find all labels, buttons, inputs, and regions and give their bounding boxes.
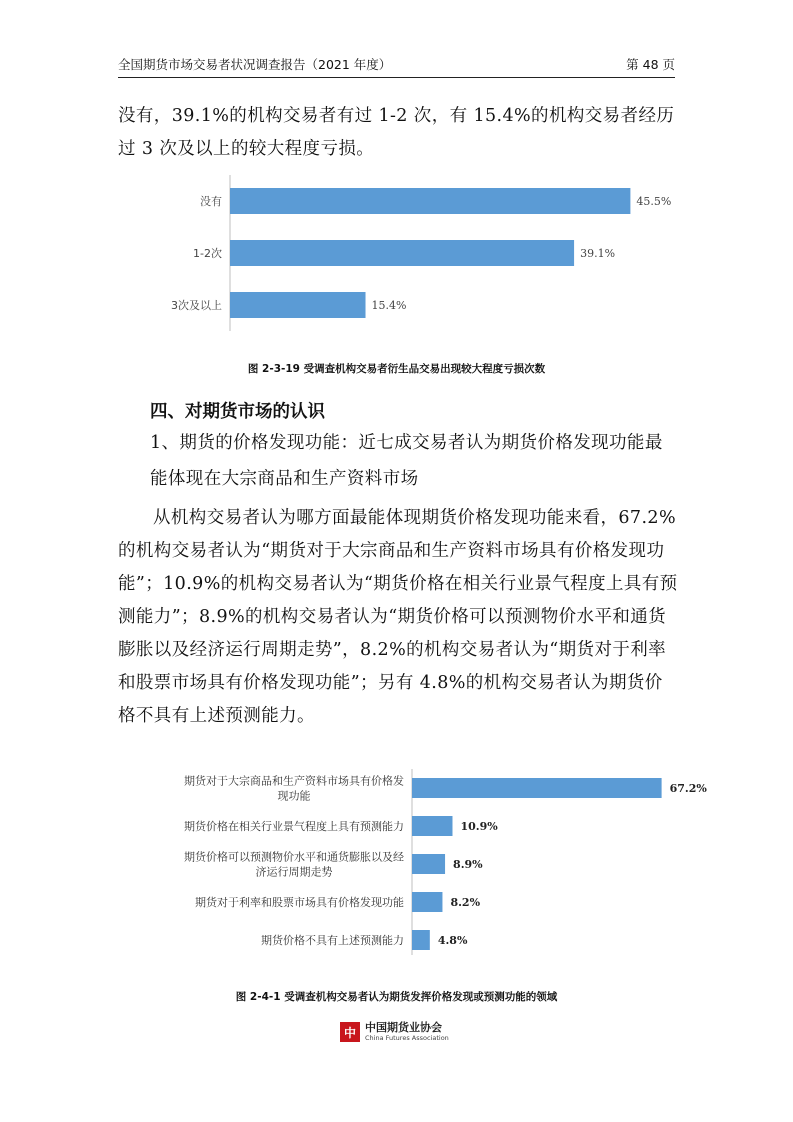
logo-en-text: China Futures Association bbox=[365, 1034, 449, 1042]
intro-paragraph: 没有，39.1%的机构交易者有过 1-2 次，有 15.4%的机构交易者经历过 3 次及以上的较大程度亏损。 bbox=[118, 106, 675, 159]
chart2-category-line: 现功能 bbox=[277, 789, 311, 803]
chart2-category-line: 期货对于大宗商品和生产资料市场具有价格发 bbox=[184, 774, 404, 788]
chart2-caption: 图 2-4-1 受调查机构交易者认为期货发挥价格发现或预测功能的领域 bbox=[235, 991, 558, 1003]
chart1-category-label: 1-2次 bbox=[193, 247, 222, 260]
chart2-bar bbox=[412, 816, 452, 836]
chart2-category-label bbox=[184, 774, 404, 803]
chart1-caption: 图 2-3-19 受调查机构交易者衍生品交易出现较大程度亏损次数 bbox=[247, 363, 546, 375]
chart2-bar bbox=[412, 854, 445, 874]
chart2-value-label: 10.9% bbox=[460, 820, 498, 833]
footer-logo bbox=[340, 1022, 449, 1042]
chart2-category-label bbox=[184, 819, 404, 833]
chart2-value-label: 67.2% bbox=[669, 782, 707, 795]
logo-cn-text: 中国期货业协会 bbox=[365, 1021, 442, 1034]
chart1-category-label: 3次及以上 bbox=[171, 299, 222, 312]
chart2-category-label bbox=[195, 895, 404, 909]
chart1-value-label: 39.1% bbox=[580, 247, 616, 260]
chart2-category-line: 期货价格在相关行业景气程度上具有预测能力 bbox=[184, 820, 404, 833]
chart1-value-label: 45.5% bbox=[636, 195, 672, 208]
chart2-category-line: 济运行周期走势 bbox=[255, 865, 333, 879]
chart2-bar bbox=[412, 778, 662, 798]
chart2-category-line: 期货对于利率和股票市场具有价格发现功能 bbox=[195, 896, 404, 909]
loss-count-chart bbox=[110, 175, 670, 335]
chart2-category-line: 期货价格不具有上述预测能力 bbox=[261, 934, 404, 947]
chart1-bar bbox=[230, 188, 630, 214]
chart2-bar bbox=[412, 930, 430, 950]
page-header bbox=[118, 55, 675, 78]
chart1-category-label: 没有 bbox=[200, 195, 222, 208]
section-subheading: 1、期货的价格发现功能：近七成交易者认为期货价格发现功能最能体现在大宗商品和生产资料市场 bbox=[150, 433, 663, 489]
chart1-value-label: 15.4% bbox=[371, 299, 407, 312]
chart2-value-label: 8.9% bbox=[453, 858, 483, 871]
body-paragraph: 从机构交易者认为哪方面最能体现期货价格发现功能来看，67.2%的机构交易者认为“期货对于大宗商品和生产资料市场具有价格发现功能”；10.9%的机构交易者认为“期货价格在相关行业景气程度上具有预测能力”；8.9%的机构交易者认为“期货价格可以预测物价水平和通货膨胀以及经济运行周期走势”，8.2%的机构交易者认为“期货对于利率和股票市场具有价格发现功能”；另有 4.8%的机构交易者认为期货价格不具有上述预测能力。 bbox=[118, 508, 678, 726]
chart2-value-label: 8.2% bbox=[450, 896, 481, 909]
chart1-bar bbox=[230, 292, 366, 318]
chart1-bar bbox=[230, 240, 574, 266]
chart2-category-label bbox=[261, 933, 404, 947]
chart2-bar bbox=[412, 892, 442, 912]
chart2-category-label bbox=[184, 850, 404, 879]
section-heading: 四、对期货市场的认识 bbox=[150, 402, 325, 422]
cfa-logo-icon: 中 bbox=[340, 1022, 360, 1042]
page-number: 第 48 页 bbox=[626, 57, 675, 72]
report-title: 全国期货市场交易者状况调查报告（2021 年度） bbox=[118, 57, 392, 72]
chart2-value-label: 4.8% bbox=[437, 934, 468, 947]
price-discovery-chart bbox=[120, 765, 707, 965]
chart2-category-line: 期货价格可以预测物价水平和通货膨胀以及经 bbox=[184, 850, 404, 864]
